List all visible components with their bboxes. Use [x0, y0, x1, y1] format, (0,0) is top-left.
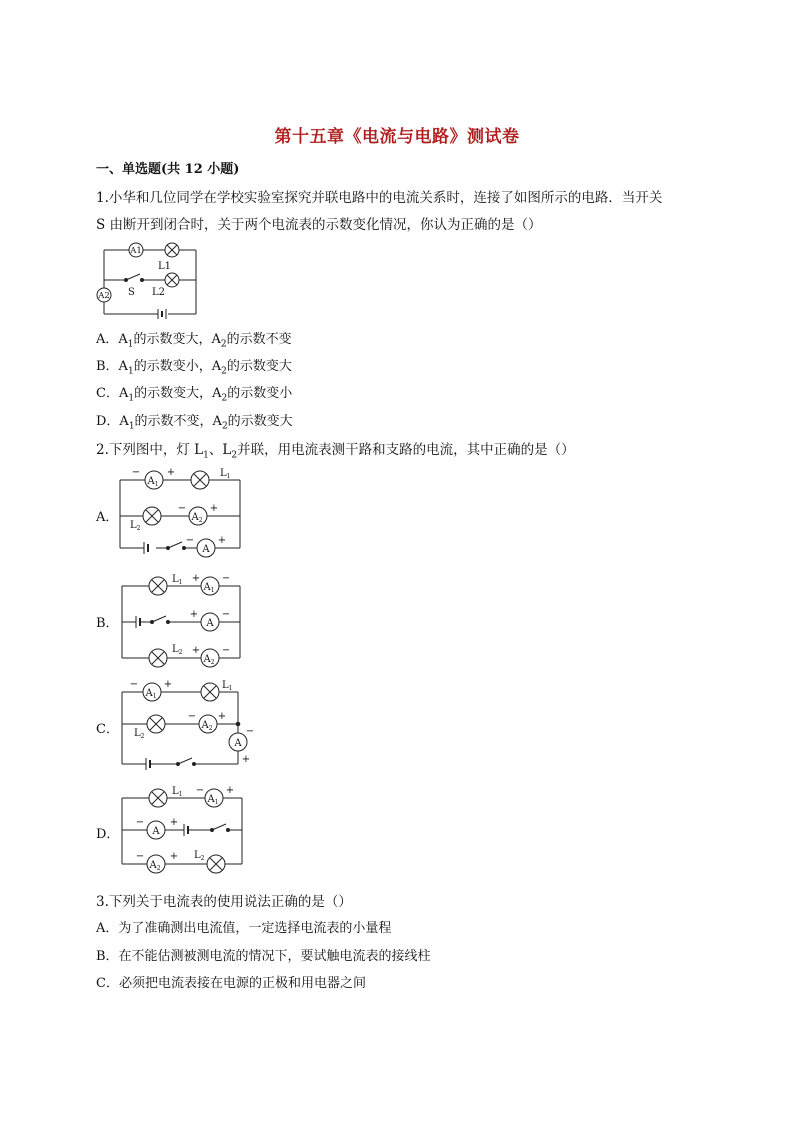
- q1-lamp1-label: L1: [158, 261, 172, 272]
- q3-option-b[interactable]: B．在不能估测被测电流的情况下，要试触电流表的接线柱: [96, 949, 431, 964]
- q2-option-a-label[interactable]: A．: [96, 510, 119, 525]
- svg-text:−: −: [185, 535, 195, 546]
- svg-text:+: +: [241, 754, 251, 765]
- svg-text:−: −: [177, 503, 187, 514]
- svg-text:A: A: [234, 738, 242, 749]
- svg-text:+: +: [166, 467, 176, 478]
- svg-text:+: +: [217, 711, 227, 722]
- q1-option-a[interactable]: A．$A_1$的示数变大，$A_2$的示数不变: [96, 332, 292, 350]
- svg-text:+: +: [163, 679, 173, 690]
- svg-text:L2: $L_2$: [130, 520, 141, 532]
- svg-text:L2: $L_2$: [194, 850, 205, 862]
- svg-text:L1: $L_1$: [222, 680, 233, 692]
- q1-option-c[interactable]: C．$A_1$的示数变大，$A_2$的示数变小: [96, 386, 293, 404]
- svg-text:+: +: [217, 535, 227, 546]
- q2-option-d-label[interactable]: D．: [96, 827, 120, 842]
- svg-text:−: −: [135, 851, 145, 862]
- q1-stem-line2: S 由断开到闭合时，关于两个电流表的示数变化情况，你认为正确的是（）: [96, 217, 542, 233]
- svg-text:A1: $A_1$: [203, 582, 215, 594]
- svg-text:A2: $A_2$: [203, 654, 215, 666]
- svg-text:+: +: [209, 503, 219, 514]
- page-title: 第十五章《电流与电路》测试卷: [274, 127, 520, 147]
- svg-text:L2: $L_2$: [172, 644, 183, 656]
- svg-text:A: A: [152, 826, 160, 837]
- q1-option-b[interactable]: B．$A_1$的示数变小，$A_2$的示数变大: [96, 359, 292, 377]
- q2-option-b-label[interactable]: B．: [96, 616, 119, 631]
- q3-stem: 3.下列关于电流表的使用说法正确的是（）: [96, 894, 352, 910]
- q1-lamp2-label: L2: [152, 287, 166, 298]
- q1-switch-label: S: [128, 287, 135, 298]
- q1-option-d[interactable]: D．$A_1$的示数不变，$A_2$的示数变大: [96, 414, 293, 432]
- svg-text:L1: $L_1$: [220, 468, 231, 480]
- svg-text:−: −: [131, 467, 141, 478]
- q1-circuit-figure: [96, 238, 206, 320]
- svg-text:+: +: [225, 785, 235, 796]
- svg-text:A2: $A_2$: [201, 720, 213, 732]
- q1-meter2-label: A2: [98, 291, 110, 301]
- q2-circuit-b[interactable]: [116, 572, 250, 672]
- svg-text:−: −: [221, 645, 231, 656]
- svg-text:−: −: [135, 817, 145, 828]
- svg-text:A1: $A_1$: [207, 794, 219, 806]
- svg-text:+: +: [189, 609, 199, 620]
- svg-text:+: +: [169, 851, 179, 862]
- svg-text:−: −: [187, 711, 197, 722]
- svg-text:A: A: [206, 618, 214, 629]
- q2-option-c-label[interactable]: C．: [96, 722, 119, 737]
- svg-text:A1: $A_1$: [145, 688, 157, 700]
- q2-circuit-a[interactable]: [116, 466, 250, 560]
- svg-text:−: −: [129, 679, 139, 690]
- svg-text:A2: $A_2$: [191, 512, 203, 524]
- svg-text:L1: $L_1$: [172, 786, 183, 798]
- q1-meter1-label: A1: [130, 246, 142, 256]
- svg-text:A1: $A_1$: [147, 476, 159, 488]
- svg-text:L2: $L_2$: [134, 728, 145, 740]
- svg-text:−: −: [221, 609, 231, 620]
- svg-text:−: −: [245, 726, 255, 737]
- svg-text:A: A: [202, 544, 210, 555]
- svg-text:+: +: [191, 573, 201, 584]
- svg-text:−: −: [221, 573, 231, 584]
- svg-text:L1: $L_1$: [172, 574, 183, 586]
- svg-text:+: +: [169, 817, 179, 828]
- q2-circuit-d[interactable]: [116, 784, 250, 880]
- svg-text:A2: $A_2$: [149, 860, 161, 872]
- section-heading: 一、单选题(共 12 小题): [96, 162, 240, 177]
- svg-text:+: +: [191, 645, 201, 656]
- q1-stem-line1: 1.小华和几位同学在学校实验室探究并联电路中的电流关系时，连接了如图所示的电路．当开关: [96, 190, 663, 206]
- q3-option-c[interactable]: C．必须把电流表接在电源的正极和用电器之间: [96, 976, 366, 991]
- svg-text:−: −: [195, 785, 205, 796]
- q2-circuit-c[interactable]: [116, 678, 256, 776]
- q2-stem: 2.下列图中，灯 $L_1$、$L_2$并联，用电流表测干路和支路的电流，其中正确的是（）: [96, 442, 575, 461]
- q3-option-a[interactable]: A．为了准确测出电流值，一定选择电流表的小量程: [96, 921, 392, 936]
